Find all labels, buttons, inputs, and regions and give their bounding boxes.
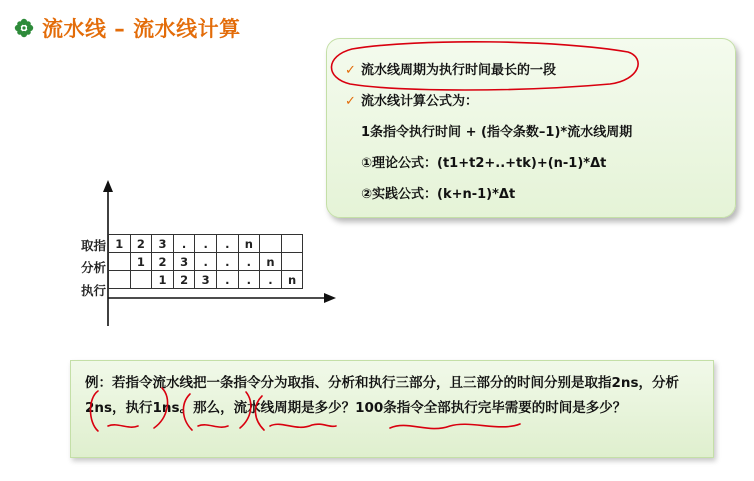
grid-cell: . [238, 253, 260, 271]
slide-title [14, 12, 241, 44]
pipeline-row-decode [109, 253, 303, 271]
grid-cell: n [281, 271, 303, 289]
pipeline-period-text: 流水线周期为执行时间最长的一段 [361, 63, 557, 78]
formula-info-box [326, 38, 736, 218]
checkmark-icon: ✓ [345, 63, 356, 78]
flower-bullet-icon [14, 18, 34, 38]
grid-cell: . [195, 253, 217, 271]
formula-heading-text: 流水线计算公式为： [361, 94, 479, 109]
grid-cell: . [216, 271, 238, 289]
grid-cell: 2 [152, 253, 174, 271]
grid-cell [281, 253, 303, 271]
grid-cell: 2 [130, 235, 152, 253]
grid-cell: n [238, 235, 260, 253]
info-bullet-1 [345, 59, 556, 78]
checkmark-icon: ✓ [345, 94, 356, 109]
grid-cell: 3 [173, 253, 195, 271]
pipeline-row-fetch [109, 235, 303, 253]
row-label-decode: 分析 [80, 260, 106, 275]
example-question-text: 例：若指令流水线把一条指令分为取指、分析和执行三部分，且三部分的时间分别是取指2ns，分析2ns，执行1ns。那么，流水线周期是多少？100条指令全部执行完毕需要的时间是多少？ [85, 375, 680, 416]
formula-theory: ①理论公式：(t1+t2+..+tk)+(n-1)*Δt [361, 156, 607, 171]
grid-cell [260, 235, 282, 253]
row-label-fetch: 取指 [80, 238, 106, 253]
grid-cell: 3 [152, 235, 174, 253]
grid-cell: 1 [152, 271, 174, 289]
grid-cell: . [216, 253, 238, 271]
grid-cell: . [260, 271, 282, 289]
grid-cell [130, 271, 152, 289]
grid-cell: . [238, 271, 260, 289]
example-question-box [70, 360, 714, 458]
grid-cell: 1 [109, 235, 131, 253]
formula-general: 1条指令执行时间 + (指令条数–1)*流水线周期 [361, 125, 633, 140]
pipeline-row-execute [109, 271, 303, 289]
row-label-execute: 执行 [80, 283, 106, 298]
grid-cell: 2 [173, 271, 195, 289]
pipeline-grid [108, 234, 303, 289]
grid-cell [109, 253, 131, 271]
grid-cell [281, 235, 303, 253]
grid-cell: . [195, 235, 217, 253]
page-title: 流水线 – 流水线计算 [42, 17, 241, 41]
grid-cell: 3 [195, 271, 217, 289]
grid-cell [109, 271, 131, 289]
grid-cell: . [173, 235, 195, 253]
grid-cell: 1 [130, 253, 152, 271]
formula-practice: ②实践公式：(k+n-1)*Δt [361, 187, 516, 202]
grid-cell: n [260, 253, 282, 271]
info-bullet-2 [345, 90, 478, 109]
grid-cell: . [216, 235, 238, 253]
